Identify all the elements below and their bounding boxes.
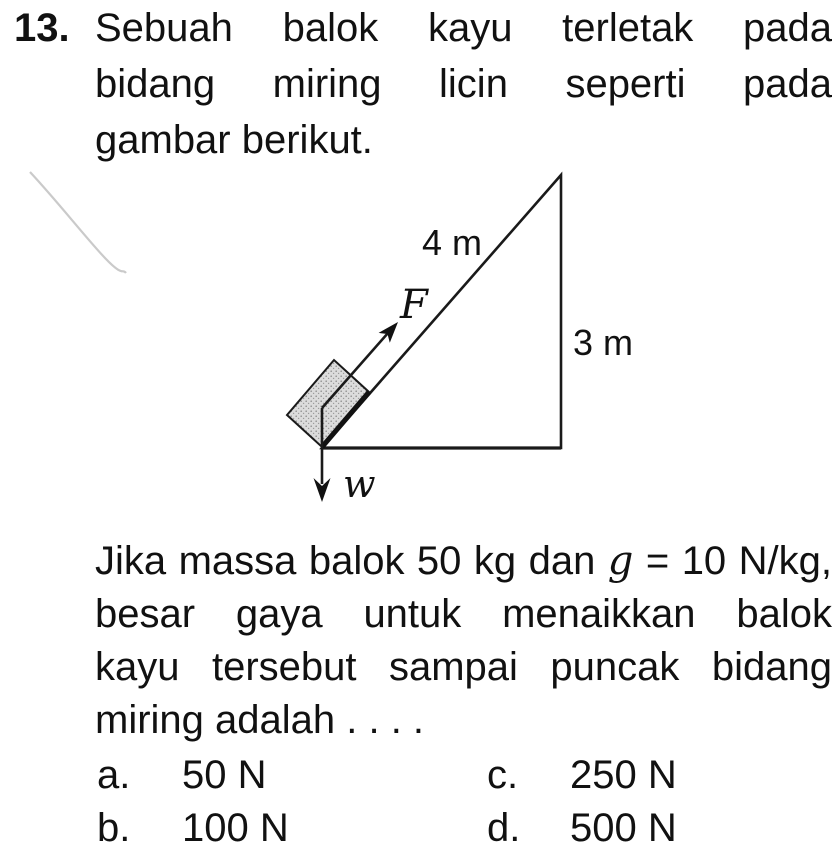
body-paragraph (95, 535, 832, 747)
question-line-3: gambar berikut. (95, 118, 373, 162)
height-label: 3 m (573, 322, 634, 363)
body-line-1-pre: Jika massa balok 50 kg dan (95, 539, 596, 583)
question-line-1: Sebuah balok kayu terletak pada (95, 6, 832, 50)
option-b-label: b. (97, 806, 131, 850)
option-d-label: d. (487, 806, 521, 850)
question-line-2: bidang miring licin seperti pada (95, 62, 832, 106)
question-paragraph (14, 0, 832, 168)
weight-label: w (343, 462, 376, 506)
g-symbol: g (607, 538, 634, 584)
body-line-2: besar gaya untuk menaikkan balok (95, 592, 832, 636)
body-line-3: kayu tersebut sampai puncak bidang (95, 645, 832, 689)
option-c-label: c. (487, 753, 519, 797)
option-a-label: a. (97, 753, 131, 797)
slope-length-label: 4 m (421, 222, 483, 263)
option-c-value: 250 N (570, 753, 677, 797)
body-line-1 (95, 535, 832, 588)
body-line-1-post: = 10 N/kg, (645, 539, 832, 583)
physics-diagram (0, 160, 839, 528)
option-b-value: 100 N (182, 806, 289, 850)
question-number: 13. (14, 6, 70, 50)
force-label: F (400, 282, 428, 328)
body-line-4: miring adalah . . . . (95, 698, 425, 742)
option-d-value: 500 N (570, 806, 677, 850)
question-first-line (14, 0, 832, 56)
pencil-smudge (30, 172, 126, 273)
option-a-value: 50 N (182, 753, 267, 797)
options-grid (97, 749, 832, 855)
